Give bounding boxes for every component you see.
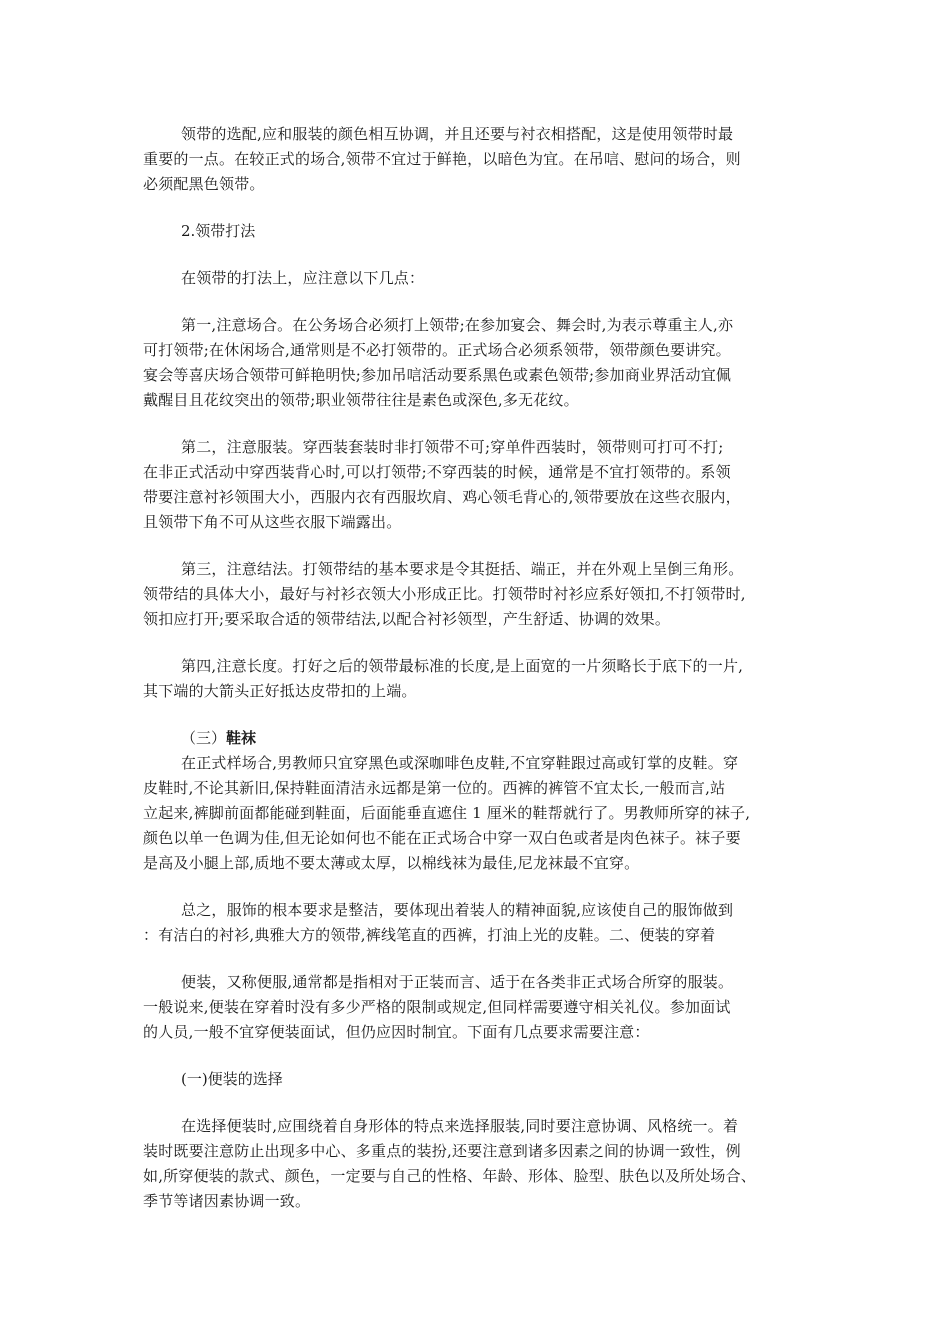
paragraph-point-three	[143, 557, 811, 632]
text-line: ：有洁白的衬衫,典雅大方的领带,裤线笔直的西裤，打油上光的皮鞋。二、便装的穿着	[143, 926, 716, 944]
section-number: （三）	[181, 729, 227, 747]
paragraph-tie-selection	[143, 122, 811, 197]
text-line: 皮鞋时,不论其新旧,保持鞋面清洁永远都是第一位的。西裤的裤管不宜太长,一般而言,站	[143, 779, 726, 797]
text-line: 总之，服饰的根本要求是整洁，要体现出着装人的精神面貌,应该使自己的服饰做到	[181, 901, 734, 919]
text-line: 在领带的打法上，应注意以下几点：	[181, 269, 425, 287]
text-line: 如,所穿便装的款式、颜色，一定要与自己的性格、年龄、形体、脸型、肤色以及所处场合、	[143, 1167, 756, 1185]
text-line: 领带的选配,应和服装的颜色相互协调，并且还要与衬衣相搭配，这是使用领带时最	[181, 125, 734, 143]
text-line: 装时既要注意防止出现多中心、多重点的装扮,还要注意到诸多因素之间的协调一致性，例	[143, 1142, 741, 1160]
paragraph-point-one	[143, 313, 811, 413]
text-line: 在正式样场合,男教师只宜穿黑色或深咖啡色皮鞋,不宜穿鞋跟过高或钉掌的皮鞋。穿	[181, 754, 739, 772]
text-line: 领带结的具体大小，最好与衬衫衣领大小形成正比。打领带时衬衫应系好领扣,不打领带时,	[143, 585, 746, 603]
paragraph-summary	[143, 898, 811, 948]
heading-tie-knotting: 2.领带打法	[181, 222, 256, 240]
paragraph-point-two	[143, 435, 811, 535]
text-line: 其下端的大箭头正好抵达皮带扣的上端。	[143, 682, 417, 700]
text-line: 在选择便装时,应围绕着自身形体的特点来选择服装,同时要注意协调、风格统一。着	[181, 1117, 739, 1135]
paragraph-tie-knotting-intro	[143, 266, 811, 291]
paragraph-point-four	[143, 654, 811, 704]
text-line: 可打领带;在休闲场合,通常则是不必打领带的。正式场合必须系领带，领带颜色要讲究。	[143, 341, 731, 359]
document-page	[143, 122, 811, 1236]
paragraph-casual-wear	[143, 970, 811, 1045]
text-line: 立起来,裤脚前面都能碰到鞋面，后面能垂直遮住 1 厘米的鞋帮就行了。男教师所穿的袜子,	[143, 804, 751, 822]
heading-casual-selection: (一)便装的选择	[181, 1070, 283, 1088]
text-line: 是高及小腿上部,质地不要太薄或太厚，以棉线袜为最佳,尼龙袜最不宜穿。	[143, 854, 640, 872]
paragraph-casual-selection	[143, 1114, 811, 1214]
text-line: 一般说来,便装在穿着时没有多少严格的限制或规定,但同样需要遵守相关礼仪。参加面试	[143, 998, 731, 1016]
text-line: 在非正式活动中穿西装背心时,可以打领带;不穿西装的时候，通常是不宜打领带的。系领	[143, 463, 731, 481]
text-line: 第三，注意结法。打领带结的基本要求是令其挺括、端正，并在外观上呈倒三角形。	[181, 560, 744, 578]
text-line: 且领带下角不可从这些衣服下端露出。	[143, 513, 402, 531]
text-line: 第二，注意服装。穿西装套装时非打领带不可;穿单件西装时，领带则可打可不打;	[181, 438, 724, 456]
text-line: 颜色以单一色调为佳,但无论如何也不能在正式场合中穿一双白色或者是肉色袜子。袜子要	[143, 829, 741, 847]
text-line: 戴醒目且花纹突出的领带;职业领带往往是素色或深色,多无花纹。	[143, 391, 579, 409]
section-heading-shoes-socks	[143, 726, 811, 751]
section-title: 鞋袜	[226, 729, 257, 747]
text-line: 领扣应打开;要采取合适的领带结法,以配合衬衫领型，产生舒适、协调的效果。	[143, 610, 671, 628]
text-line: 便装，又称便服,通常都是指相对于正装而言、适于在各类非正式场合所穿的服装。	[181, 973, 734, 991]
text-line: 第四,注意长度。打好之后的领带最标准的长度,是上面宽的一片须略长于底下的一片,	[181, 657, 744, 675]
text-line: 季节等诸因素协调一致。	[143, 1192, 311, 1210]
text-line: 必须配黑色领带。	[143, 175, 265, 193]
paragraph-shoes-socks	[143, 751, 811, 876]
text-line: 第一,注意场合。在公务场合必须打上领带;在参加宴会、舞会时,为表示尊重主人,亦	[181, 316, 734, 334]
text-line: 重要的一点。在较正式的场合,领带不宜过于鲜艳，以暗色为宜。在吊唁、慰问的场合，则	[143, 150, 741, 168]
text-line: 的人员,一般不宜穿便装面试，但仍应因时制宜。下面有几点要求需要注意：	[143, 1023, 650, 1041]
text-line: 宴会等喜庆场合领带可鲜艳明快;参加吊唁活动要系黑色或素色领带;参加商业界活动宜佩	[143, 366, 732, 384]
text-line: 带要注意衬衫领围大小，西服内衣有西服坎肩、鸡心领毛背心的,领带要放在这些衣服内，	[143, 488, 741, 506]
